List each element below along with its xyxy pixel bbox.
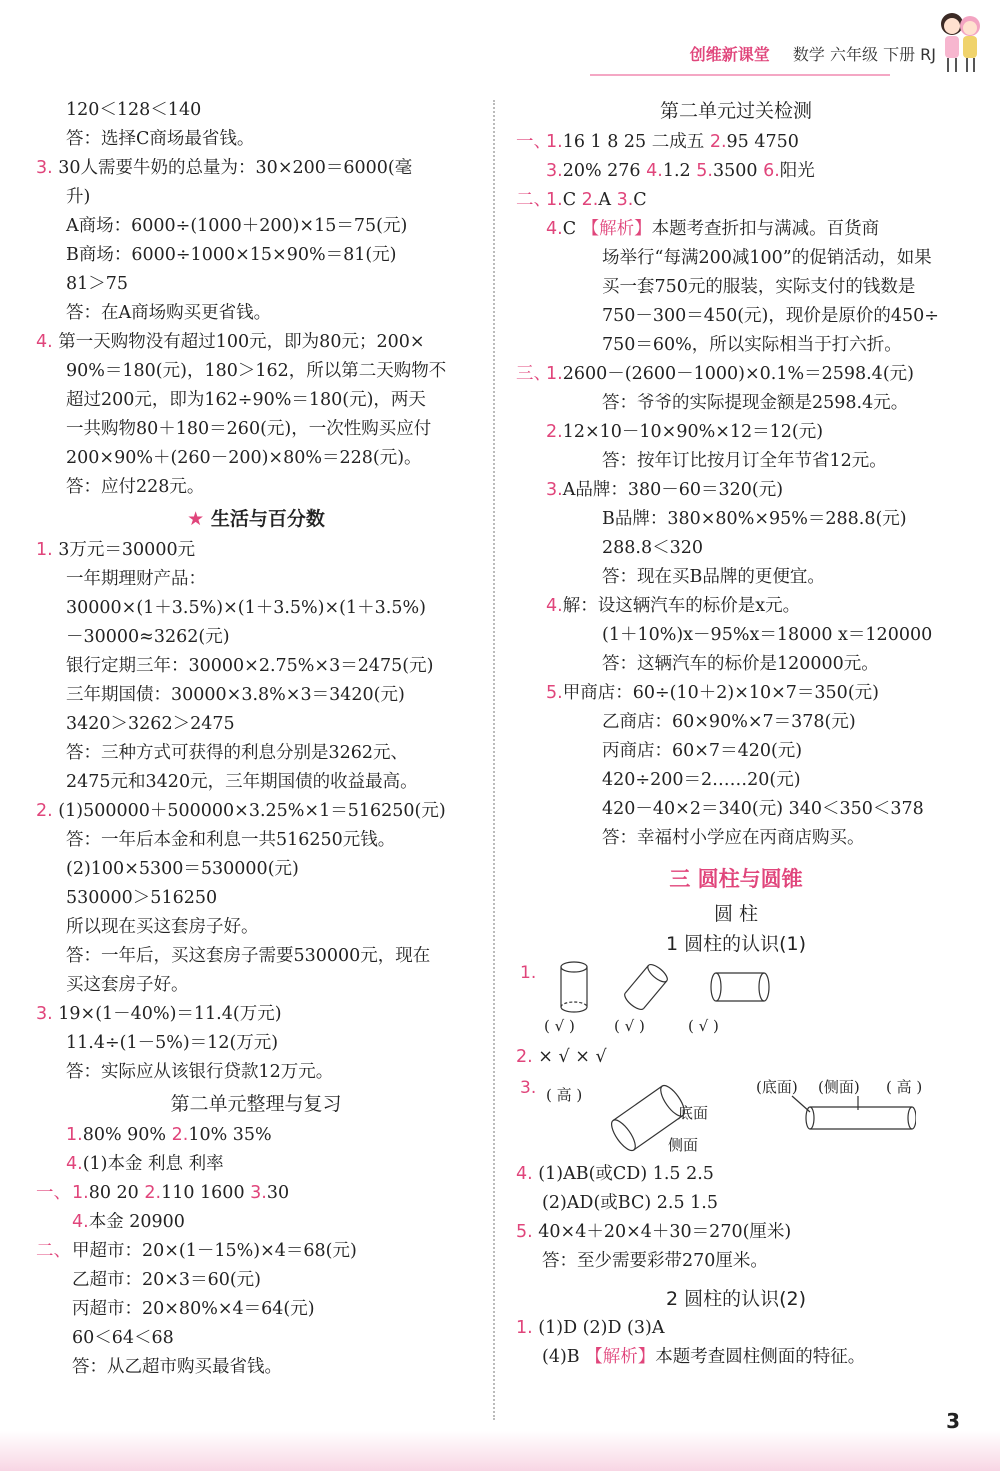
- answer-line: [516, 447, 956, 476]
- part-label: 一、: [36, 1183, 71, 1203]
- question-number: 4.: [36, 332, 53, 352]
- answer-line: [516, 331, 956, 360]
- answer-text: (2)AD(或BC) 2.5 1.5: [542, 1193, 718, 1213]
- answer-line: [36, 270, 476, 299]
- answer-text: (1)D (2)D (3)A: [538, 1318, 665, 1338]
- answer-text: C: [633, 190, 647, 210]
- q1-mark-2: ( √ ): [614, 1017, 645, 1035]
- answer-line: [36, 212, 476, 241]
- question-number: 4.: [546, 219, 563, 239]
- column-divider: [493, 100, 495, 1420]
- answer-text: 答：一年后，买这套房子需要530000元，现在: [66, 946, 431, 966]
- answer-text: 第一天购物没有超过100元，即为80元；200×: [58, 332, 425, 352]
- answer-text: (4)B: [542, 1347, 586, 1367]
- answer-text: 750＝60%，所以实际相当于打六折。: [602, 335, 902, 355]
- brand-name: 创维新课堂: [689, 45, 770, 64]
- question-number: 3.: [36, 1004, 53, 1024]
- q3-label-base: 底面: [678, 1104, 709, 1122]
- answer-text: A品牌：380－60＝320(元): [562, 480, 784, 500]
- answer-text: 答：至少需要彩带270厘米。: [542, 1251, 768, 1271]
- part-label: 二、: [516, 190, 551, 210]
- answer-line: [36, 1029, 476, 1058]
- answer-text: 1.2: [662, 161, 697, 181]
- answer-line: [36, 1266, 476, 1295]
- answer-line: [516, 476, 956, 505]
- answer-line: [36, 739, 476, 768]
- q4-q5-answers: [516, 1160, 956, 1276]
- answer-text: 一共购物80＋180＝260(元)，一次性购买应付: [66, 419, 432, 439]
- answer-text: 3500: [712, 161, 764, 181]
- answer-line: [516, 824, 956, 853]
- lesson2-answers: [516, 1314, 956, 1372]
- question-number: 2.: [709, 132, 727, 152]
- cylinder-heading: 圆 柱: [713, 903, 759, 925]
- question-number: 3.: [36, 158, 53, 178]
- answer-line: [516, 186, 956, 215]
- q3-label-height: ( 高 ): [546, 1086, 583, 1104]
- question-number: 2.: [546, 422, 563, 442]
- answer-text: A商场：6000÷(1000＋200)×15＝75(元): [66, 216, 408, 236]
- answer-text: 答：爷爷的实际提现金额是2598.4元。: [602, 393, 909, 413]
- answer-line: [36, 299, 476, 328]
- answer-line: [516, 1160, 956, 1189]
- question-number: 1.: [516, 1318, 533, 1338]
- answer-text: 甲超市：20×(1－15%)×4＝68(元): [72, 1241, 357, 1261]
- q1-mark-1: ( √ ): [544, 1017, 575, 1035]
- answer-text: 三年期国债：30000×3.8%×3＝3420(元): [66, 685, 405, 705]
- page-header: [690, 42, 936, 65]
- answer-text: 答：这辆汽车的标价是120000元。: [602, 654, 879, 674]
- part-label: 三、: [516, 364, 551, 384]
- answer-text: 答：实际应从该银行贷款12万元。: [66, 1062, 334, 1082]
- answer-text: 答：选择C商场最省钱。: [66, 129, 255, 149]
- answer-line: [516, 679, 956, 708]
- part-label: 二、: [36, 1241, 71, 1261]
- answer-text: 750－300＝450(元)，现价是原价的450÷: [602, 306, 939, 326]
- answer-text: (1＋10%)x－95%x＝18000 x＝120000: [602, 625, 933, 645]
- question-number: 5.: [696, 161, 713, 181]
- answer-line: [516, 795, 956, 824]
- q3-number: 3.: [520, 1078, 537, 1098]
- answer-text: A: [598, 190, 617, 210]
- answer-text: 2475元和3420元，三年期国债的收益最高。: [66, 772, 418, 792]
- question-number: 1.: [546, 190, 563, 210]
- question-number: 1.: [72, 1183, 89, 1203]
- answer-line: [36, 971, 476, 1000]
- answer-line: [36, 768, 476, 797]
- answer-text: 答：一年后本金和利息一共516250元钱。: [66, 830, 396, 850]
- answer-text: 530000＞516250: [66, 888, 218, 908]
- q3-label-side-2: (侧面): [818, 1078, 860, 1096]
- lesson2-title: 2 圆柱的认识(2): [665, 1288, 807, 1310]
- question-number: 3.: [250, 1183, 267, 1203]
- continued-answers: [36, 96, 476, 502]
- answer-line: [36, 652, 476, 681]
- question-number: 6.: [763, 161, 780, 181]
- right-column: [516, 96, 956, 1372]
- question-number: 4.: [546, 596, 563, 616]
- answer-text: 120＜128＜140: [66, 100, 202, 120]
- answer-text: 买这套房子好。: [66, 975, 189, 995]
- answer-line: [36, 386, 476, 415]
- life-percent-answers: [36, 536, 476, 1087]
- answer-line: [516, 505, 956, 534]
- question-number: 2.: [36, 801, 53, 821]
- answer-text: 10% 35%: [188, 1125, 272, 1145]
- answer-text: 丙商店：60×7＝420(元): [602, 741, 803, 761]
- answer-text: 19×(1－40%)＝11.4(万元): [58, 1004, 282, 1024]
- answer-text: 420－40×2＝340(元) 340＜350＜378: [602, 799, 924, 819]
- answer-text: 11.4÷(1－5%)＝12(万元): [66, 1033, 279, 1053]
- answer-line: [516, 1218, 956, 1247]
- question-number: 3.: [546, 480, 563, 500]
- q3-label-base-2: (底面): [756, 1078, 798, 1096]
- answer-line: [516, 1247, 956, 1276]
- q1-figure-row: [516, 959, 956, 1043]
- analysis-tag: 【解析】: [581, 219, 652, 239]
- answer-line: [36, 1058, 476, 1087]
- answer-text: 答：三种方式可获得的利息分别是3262元、: [66, 743, 409, 763]
- answer-text: 288.8＜320: [602, 538, 704, 558]
- q1-mark-3: ( √ ): [688, 1017, 719, 1035]
- q3-cylinder-diagrams: [586, 1078, 916, 1158]
- left-column: [36, 96, 476, 1382]
- answer-line: [516, 1343, 956, 1372]
- q1-number: 1.: [520, 963, 537, 983]
- question-number: 3.: [616, 190, 634, 210]
- answer-line: [516, 418, 956, 447]
- answer-text: 答：应付228元。: [66, 477, 205, 497]
- answer-line: [36, 328, 476, 357]
- question-number: 1.: [546, 132, 563, 152]
- q3-label-height-2: ( 高 ): [886, 1078, 923, 1096]
- answer-line: [516, 360, 956, 389]
- answer-line: [516, 708, 956, 737]
- answer-line: [36, 1295, 476, 1324]
- answer-line: [516, 737, 956, 766]
- answer-line: [516, 128, 956, 157]
- answer-text: (2)100×5300＝530000(元): [66, 859, 299, 879]
- section-title-unit-test: 第二单元过关检测: [659, 100, 812, 122]
- answer-text: 超过200元，即为162÷90%＝180(元)，两天: [66, 390, 426, 410]
- section-title-review: 第二单元整理与复习: [170, 1093, 342, 1115]
- question-number: 2.: [581, 190, 599, 210]
- answer-line: [516, 273, 956, 302]
- answer-text: B商场：6000÷1000×15×90%＝81(元): [66, 245, 397, 265]
- question-number: 4.: [72, 1212, 89, 1232]
- answer-text: 答：幸福村小学应在丙商店购买。: [602, 828, 865, 848]
- lesson1-title: 1 圆柱的认识(1): [665, 933, 807, 955]
- question-number: 5.: [516, 1222, 533, 1242]
- header-underline: [590, 74, 890, 76]
- answer-text: 3万元＝30000元: [58, 540, 196, 560]
- cylinders-figure: [556, 959, 786, 1019]
- answer-line: [516, 244, 956, 273]
- answer-text: 乙超市：20×3＝60(元): [72, 1270, 261, 1290]
- question-number: 2.: [144, 1183, 162, 1203]
- answer-line: [516, 621, 956, 650]
- answer-text: 80% 90%: [82, 1125, 172, 1145]
- q2-line: 2. × √ × √: [516, 1047, 607, 1067]
- answer-line: [516, 1189, 956, 1218]
- answer-text: 3420＞3262＞2475: [66, 714, 235, 734]
- answer-line: [36, 565, 476, 594]
- answer-line: [36, 681, 476, 710]
- answer-text: 30人需要牛奶的总量为：30×200＝6000(毫: [58, 158, 413, 178]
- answer-text: 80 20: [88, 1183, 145, 1203]
- answer-text: C: [562, 219, 582, 239]
- book-info: 数学 六年级 下册 RJ: [792, 45, 936, 64]
- answer-line: [36, 473, 476, 502]
- question-number: 4.: [646, 161, 663, 181]
- answer-text: 420÷200＝2……20(元): [602, 770, 801, 790]
- answer-line: [36, 1179, 476, 1208]
- answer-text: 60＜64＜68: [72, 1328, 174, 1348]
- question-number: 2.: [171, 1125, 189, 1145]
- answer-line: [36, 1150, 476, 1179]
- answer-text: 90%＝180(元)，180＞162，所以第二天购物不: [66, 361, 447, 381]
- section-title-life-percent: ★ 生活与百分数: [187, 508, 325, 530]
- footer-band: [0, 1431, 1000, 1471]
- answer-text: 2600－(2600－1000)×0.1%＝2598.4(元): [562, 364, 914, 384]
- answer-line: [36, 536, 476, 565]
- answer-text: 16 1 8 25 二成五: [562, 132, 710, 152]
- answer-text: 丙超市：20×80%×4＝64(元): [72, 1299, 315, 1319]
- answer-text: (1)500000＋500000×3.25%×1＝516250(元): [58, 801, 446, 821]
- answer-line: [516, 215, 956, 244]
- part-label: 一、: [516, 132, 551, 152]
- answer-line: [36, 1324, 476, 1353]
- answer-text: －30000≈3262(元): [66, 627, 230, 647]
- answer-text: 30000×(1＋3.5%)×(1＋3.5%)×(1＋3.5%): [66, 598, 426, 618]
- answer-line: [36, 1237, 476, 1266]
- answer-line: [36, 415, 476, 444]
- answer-text: 本金 20900: [88, 1212, 185, 1232]
- answer-line: [36, 1208, 476, 1237]
- answer-line: [36, 183, 476, 212]
- answer-line: [36, 357, 476, 386]
- answer-line: [36, 1121, 476, 1150]
- answer-text: B品牌：380×80%×95%＝288.8(元): [602, 509, 907, 529]
- question-number: 3.: [546, 161, 563, 181]
- answer-line: [516, 534, 956, 563]
- answer-text: 阳光: [779, 161, 815, 181]
- answer-line: [516, 157, 956, 186]
- answer-line: [36, 1353, 476, 1382]
- answer-text: 200×90%＋(260－200)×80%＝228(元)。: [66, 448, 422, 468]
- answer-text: 场举行“每满200减100”的促销活动，如果: [602, 248, 932, 268]
- answer-text: 20% 276: [562, 161, 647, 181]
- answer-line: [36, 913, 476, 942]
- answer-text: (1)本金 利息 利率: [82, 1154, 224, 1174]
- answer-text: 所以现在买这套房子好。: [66, 917, 259, 937]
- answer-text: 银行定期三年：30000×2.75%×3＝2475(元): [66, 656, 434, 676]
- page-number: 3: [946, 1409, 960, 1433]
- answer-text: 81＞75: [66, 274, 129, 294]
- answer-line: [36, 1000, 476, 1029]
- question-number: 1.: [66, 1125, 83, 1145]
- answer-text: 30: [266, 1183, 290, 1203]
- answer-line: [36, 797, 476, 826]
- answer-text: (1)AB(或CD) 1.5 2.5: [538, 1164, 714, 1184]
- answer-line: [516, 389, 956, 418]
- answer-text: 甲商店：60÷(10＋2)×10×7＝350(元): [562, 683, 879, 703]
- answer-text: 95 4750: [726, 132, 799, 152]
- answer-line: [36, 241, 476, 270]
- answer-line: [516, 766, 956, 795]
- question-number: 4.: [516, 1164, 533, 1184]
- answer-text: 一年期理财产品：: [66, 569, 206, 589]
- answer-text: 答：从乙超市购买最省钱。: [72, 1357, 282, 1377]
- unit-three-title: 三 圆柱与圆锥: [669, 867, 803, 891]
- answer-text: 40×4＋20×4＋30＝270(厘米): [538, 1222, 792, 1242]
- question-number: 5.: [546, 683, 563, 703]
- question-number: 1.: [36, 540, 53, 560]
- star-icon: ★: [187, 508, 211, 530]
- answer-text: C: [562, 190, 582, 210]
- answer-line: [516, 302, 956, 331]
- q3-figure-row: [516, 1072, 956, 1160]
- answer-text: 答：在A商场购买更省钱。: [66, 303, 272, 323]
- answer-line: [36, 96, 476, 125]
- answer-line: [516, 592, 956, 621]
- answer-text: 本题考查圆柱侧面的特征。: [655, 1347, 866, 1367]
- answer-line: [36, 942, 476, 971]
- question-number: 1.: [546, 364, 563, 384]
- answer-line: [36, 826, 476, 855]
- analysis-tag: 【解析】: [585, 1347, 656, 1367]
- answer-text: 乙商店：60×90%×7＝378(元): [602, 712, 856, 732]
- answer-text: 本题考查折扣与满减。百货商: [651, 219, 880, 239]
- answer-line: [516, 650, 956, 679]
- answer-line: [36, 594, 476, 623]
- answer-line: [36, 623, 476, 652]
- cartoon-kids-illustration: [932, 6, 988, 76]
- question-number: 4.: [66, 1154, 83, 1174]
- answer-line: [36, 855, 476, 884]
- answer-text: 答：现在买B品牌的更便宜。: [602, 567, 825, 587]
- answer-text: 升): [66, 187, 91, 207]
- answer-line: [36, 884, 476, 913]
- answer-line: [36, 710, 476, 739]
- answer-text: 12×10－10×90%×12＝12(元): [562, 422, 824, 442]
- answer-text: 解：设这辆汽车的标价是x元。: [562, 596, 801, 616]
- answer-line: [36, 125, 476, 154]
- answer-text: 买一套750元的服装，实际支付的钱数是: [602, 277, 916, 297]
- answer-line: [516, 1314, 956, 1343]
- answer-text: 答：按年订比按月订全年节省12元。: [602, 451, 887, 471]
- answer-line: [36, 444, 476, 473]
- answer-text: 110 1600: [161, 1183, 251, 1203]
- answer-line: [516, 563, 956, 592]
- answer-line: [36, 154, 476, 183]
- review-answers: [36, 1121, 476, 1382]
- unit-test-answers: [516, 128, 956, 853]
- q3-label-side: 侧面: [668, 1136, 699, 1154]
